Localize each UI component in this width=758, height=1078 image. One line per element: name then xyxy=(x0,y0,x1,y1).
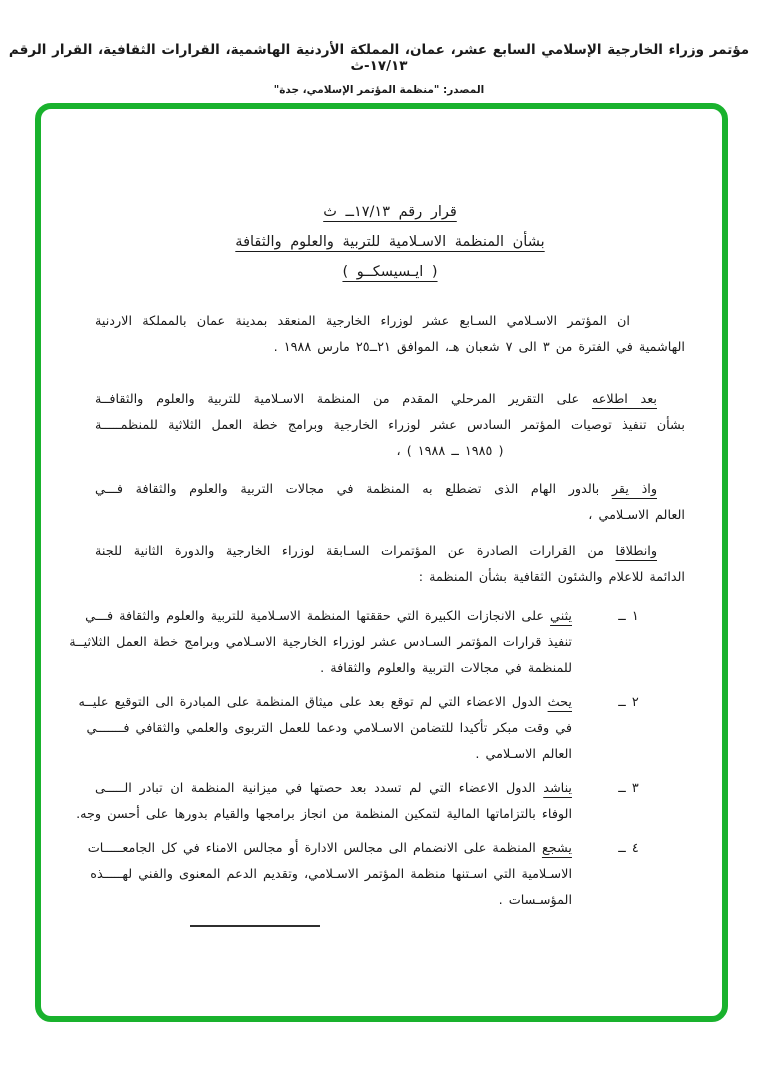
item-1-line3: للمنظمة في مجالات التربية والعلوم والثقافة . xyxy=(320,661,572,676)
item-1-line1-rest: على الانجازات الكبيرة التي حققتها المنظمة الاسـلامية للتربية والعلوم والثقافة فـــي xyxy=(85,609,551,624)
item-3-line1 xyxy=(95,776,572,802)
p3-line2: العالم الاسـلامي ، xyxy=(588,508,685,523)
p3-line1-rest: بالدور الهام الذى تضطلع به المنظمة في مجالات التربية والعلوم والثقافة فـــي xyxy=(95,482,612,497)
p4-line1 xyxy=(95,539,685,565)
header-citation: مؤتمر وزراء الخارجية الإسلامي السابع عشر، عمان، المملكة الأردنية الهاشمية، القرارات الثقافية، القرار الرقم ١٧/١٣-ث xyxy=(8,42,750,74)
item-1-text xyxy=(69,604,572,682)
item-3-line1-rest: الدول الاعضاء التي لم تسدد بعد حصتها في ميزانية المنظمة ان تبادر الـــــى xyxy=(95,781,544,796)
p3-line1 xyxy=(95,477,685,503)
preamble-paragraph-4 xyxy=(95,539,685,591)
operative-item-4 xyxy=(87,836,685,914)
decision-title-line1 xyxy=(95,197,685,227)
item-2-line1-rest: الدول الاعضاء التي لم توقع بعد على ميثاق المنظمة على المبادرة الى التوقيع عليــه xyxy=(78,695,548,710)
p4-lead-word: وانطلاقا xyxy=(615,544,657,559)
item-4-line2: الاسـلامية التي اسـتنها منظمة المؤتمر الاسـلامي، وتقديم الدعم المعنوى والفني لهـــــذه xyxy=(90,867,572,882)
operative-item-1 xyxy=(69,604,685,682)
item-2-line1 xyxy=(78,690,572,716)
item-4-lead-word: يشجع xyxy=(541,841,572,856)
p2-lead-word: بعد اطلاعه xyxy=(591,392,657,407)
preamble-paragraph-2 xyxy=(95,387,685,465)
item-1-line2: تنفيذ قرارات المؤتمر السـادس عشر لوزراء الخارجية الاسـلامي وبرامج خطة العمل الثلاثيــة xyxy=(69,635,572,650)
decision-acronym-text: ( ايـسيسكــو ) xyxy=(342,264,438,280)
item-3-number: ٣ ــ xyxy=(618,781,639,796)
preamble-paragraph-3 xyxy=(95,477,685,529)
item-3-line2: الوفاء بالتزاماتها المالية لتمكين المنظمة من انجاز برامجها والقيام بدورها على أحسن وجه. xyxy=(76,807,572,822)
p4-line2: الدائمة للاعلام والشئون الثقافية بشأن المنظمة : xyxy=(418,570,685,585)
header xyxy=(0,42,758,96)
header-source: المصدر: "منظمة المؤتمر الإسلامي، جدة" xyxy=(273,84,485,96)
p2-line1-rest: على التقرير المرحلي المقدم من المنظمة الاسـلامية للتربية والعلوم والثقافــة xyxy=(95,392,592,407)
item-1-lead-word: يثني xyxy=(550,609,572,624)
item-4-line3: المؤسـسات . xyxy=(498,893,572,908)
signature-divider xyxy=(190,925,320,927)
p2-line1 xyxy=(95,387,685,413)
preamble-paragraph-1 xyxy=(95,309,685,361)
operative-item-3 xyxy=(76,776,685,828)
p3-lead-word: واذ يقر xyxy=(611,482,657,497)
p4-line1-rest: من القرارات الصادرة عن المؤتمرات السـابقة لوزراء الخارجية والدورة الثانية للجنة xyxy=(95,544,616,559)
item-2-lead-word: يحث xyxy=(547,695,572,710)
document-frame xyxy=(35,103,728,1022)
item-3-text xyxy=(76,776,572,828)
decision-title-line2 xyxy=(95,227,685,257)
item-2-text xyxy=(78,690,572,768)
decision-title-line3 xyxy=(95,257,685,287)
item-4-text xyxy=(87,836,572,914)
p1-line2: الهاشمية في الفترة من ٣ الى ٧ شعبان هـ، الموافق ‪٢١ــ٢٥‬ مارس ١٩٨٨ . xyxy=(273,340,685,355)
item-4-number: ٤ ــ xyxy=(618,841,639,856)
item-2-number: ٢ ــ xyxy=(618,695,639,710)
item-2-line3: العالم الاسـلامي . xyxy=(475,747,572,762)
item-3-lead-word: يناشد xyxy=(543,781,572,796)
item-1-line1 xyxy=(85,604,572,630)
item-4-line1-rest: المنظمة على الانضمام الى مجالس الادارة أو مجالس الامناء في كل الجامعـــــات xyxy=(87,841,542,856)
document-body xyxy=(41,109,722,1016)
decision-number-text: قرار رقم ١٧/١٣ــ ث xyxy=(323,204,457,220)
decision-subject-text: بشأن المنظمة الاسـلامية للتربية والعلوم والثقافة xyxy=(235,234,545,250)
decision-title xyxy=(95,197,685,287)
p1-line1: ان المؤتمر الاسـلامي السـابع عشر لوزراء الخارجية المنعقد بمدينة عمان بالمملكة الاردنية xyxy=(95,314,630,329)
p2-line2: بشأن تنفيذ توصيات المؤتمر السادس عشر لوزراء الخارجية وبرامج خطة العمل الثلاثية للمنظمـــــة xyxy=(95,418,685,433)
operative-item-2 xyxy=(78,690,685,768)
item-4-line1 xyxy=(87,836,572,862)
p2-line3-years: ‪( ١٩٨٥ ــ ١٩٨٨ )‬ ، xyxy=(396,444,504,459)
item-2-line2: في وقت مبكر تأكيدا للتضامن الاسـلامي ودعما للعمل التربوى والعلمي والثقافي فـــــــي xyxy=(86,721,572,736)
item-1-number: ١ ــ xyxy=(618,609,639,624)
